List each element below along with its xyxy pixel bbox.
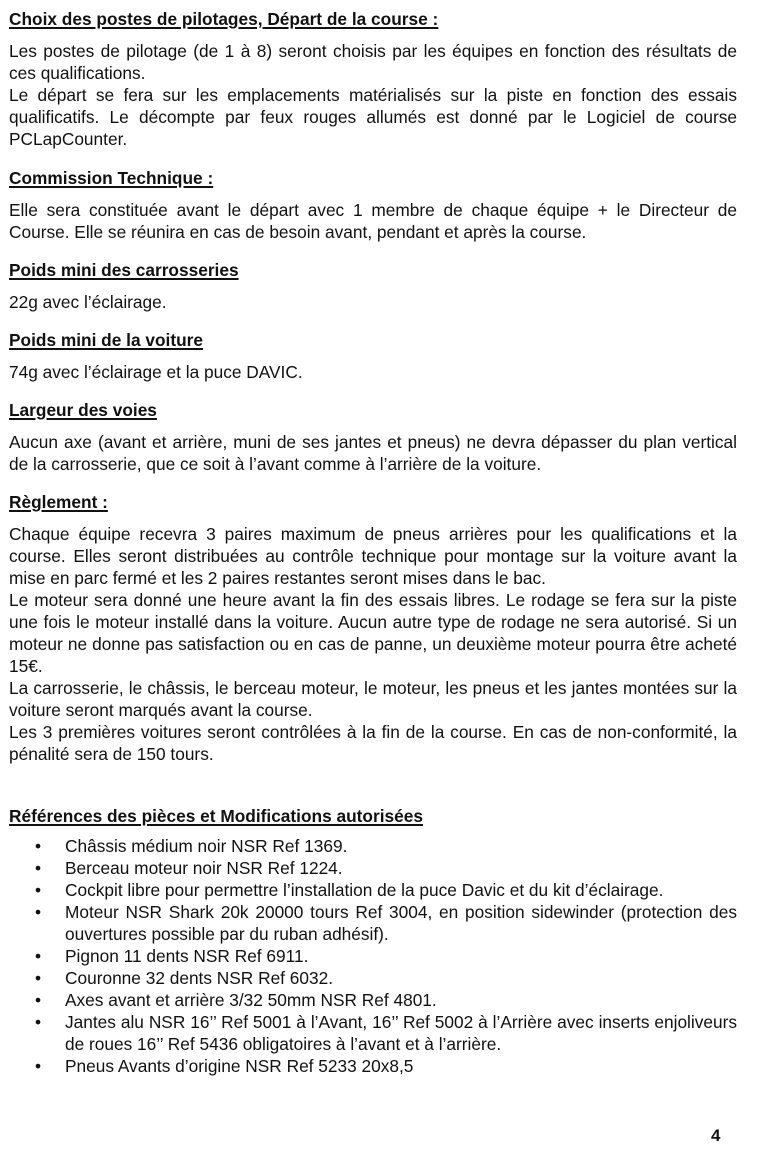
section-references [9, 805, 737, 1077]
list-item-text: Berceau moteur noir NSR Ref 1224. [65, 858, 343, 878]
section-heading: Règlement : [9, 492, 108, 512]
bullet-icon: • [35, 968, 42, 988]
document-page [9, 8, 737, 1077]
bullet-icon: • [35, 990, 42, 1010]
list-item-text: Jantes alu NSR 16’’ Ref 5001 à l’Avant, 16’’ Ref 5002 à l’Arrière avec inserts enjoliveurs de roues 16’’ Ref 5436 obligatoires à l’avant et à l’arrière. [65, 1012, 737, 1054]
bullet-icon: • [35, 880, 42, 900]
paragraph: Chaque équipe recevra 3 paires maximum de pneus arrières pour les qualifications et la course. Elles seront distribuées au contrôle technique pour montage sur la voiture avant la mise en parc fermé et les 2 paires restantes seront mises dans le bac. [9, 524, 737, 588]
references-list [9, 835, 737, 1077]
list-item [9, 967, 737, 989]
section-heading: Poids mini de la voiture [9, 330, 203, 350]
bullet-icon: • [35, 946, 42, 966]
section-largeur-voies [9, 399, 737, 475]
paragraph: 22g avec l’éclairage. [9, 292, 167, 312]
bullet-icon: • [35, 902, 42, 922]
paragraph: Le départ se fera sur les emplacements matérialisés sur la piste en fonction des essais qualificatifs. Le décompte par feux rouges allumés est donné par le Logiciel de course PCLapCounter. [9, 85, 737, 149]
list-item-text: Couronne 32 dents NSR Ref 6032. [65, 968, 334, 988]
paragraph: Les 3 premières voitures seront contrôlées à la fin de la course. En cas de non-conformité, la pénalité sera de 150 tours. [9, 722, 737, 764]
section-heading: Références des pièces et Modifications autorisées [9, 806, 423, 826]
paragraph: Le moteur sera donné une heure avant la fin des essais libres. Le rodage se fera sur la piste une fois le moteur installé dans la voiture. Aucun autre type de rodage ne sera autorisé. Si un moteur ne donne pas satisfaction ou en cas de panne, un deuxième moteur pourra être acheté 15€. [9, 590, 737, 676]
section-heading: Largeur des voies [9, 400, 157, 420]
paragraph: 74g avec l’éclairage et la puce DAVIC. [9, 362, 303, 382]
list-item [9, 901, 737, 945]
list-item [9, 945, 737, 967]
section-postes-depart [9, 8, 737, 150]
paragraph: La carrosserie, le châssis, le berceau moteur, le moteur, les pneus et les jantes montées sur la voiture seront marqués avant la course. [9, 678, 737, 720]
paragraph: Les postes de pilotage (de 1 à 8) seront choisis par les équipes en fonction des résultats de ces qualifications. [9, 41, 737, 83]
list-item-text: Axes avant et arrière 3/32 50mm NSR Ref 4801. [65, 990, 437, 1010]
section-heading: Commission Technique : [9, 168, 214, 188]
list-item [9, 879, 737, 901]
list-item-text: Pneus Avants d’origine NSR Ref 5233 20x8,5 [65, 1056, 414, 1076]
list-item-text: Cockpit libre pour permettre l’installation de la puce Davic et du kit d’éclairage. [65, 880, 664, 900]
list-item [9, 857, 737, 879]
section-poids-carrosseries [9, 259, 737, 313]
list-item-text: Pignon 11 dents NSR Ref 6911. [65, 946, 309, 966]
list-item [9, 835, 737, 857]
bullet-icon: • [35, 858, 42, 878]
list-item [9, 1011, 737, 1055]
section-heading: Poids mini des carrosseries [9, 260, 239, 280]
bullet-icon: • [35, 836, 42, 856]
section-reglement [9, 491, 737, 765]
section-commission-technique [9, 167, 737, 243]
page-number: 4 [711, 1126, 721, 1145]
paragraph: Elle sera constituée avant le départ avec 1 membre de chaque équipe + le Directeur de Course. Elle se réunira en cas de besoin avant, pendant et après la course. [9, 200, 737, 242]
bullet-icon: • [35, 1012, 42, 1032]
list-item-text: Moteur NSR Shark 20k 20000 tours Ref 3004, en position sidewinder (protection des ouvertures possible par du ruban adhésif). [65, 902, 737, 944]
bullet-icon: • [35, 1056, 42, 1076]
paragraph: Aucun axe (avant et arrière, muni de ses jantes et pneus) ne devra dépasser du plan vertical de la carrosserie, que ce soit à l’avant comme à l’arrière de la voiture. [9, 432, 737, 474]
list-item-text: Châssis médium noir NSR Ref 1369. [65, 836, 348, 856]
section-heading: Choix des postes de pilotages, Départ de la course : [9, 9, 439, 29]
list-item [9, 989, 737, 1011]
section-poids-voiture [9, 329, 737, 383]
list-item [9, 1055, 737, 1077]
